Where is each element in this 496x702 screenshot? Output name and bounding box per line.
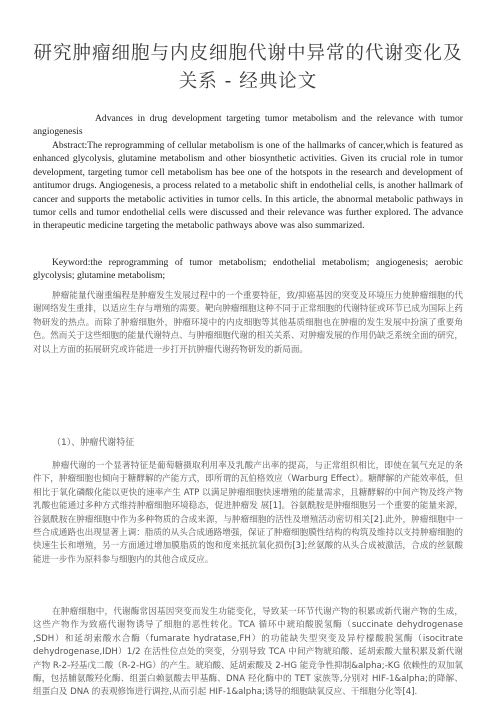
page-title: 研究肿瘤细胞与内皮细胞代谢中异常的代谢变化及关系 - 经典论文 [33,43,463,92]
intro-paragraph: 肿瘤能量代谢重编程是肿瘤发生发展过程中的一个重要特征，致/抑癌基因的突变及环境压力使肿瘤细胞的代谢网络发生重排，以适应生存与增殖的需要。靶向肿瘤细胞这种不同于正常细胞的代谢特征或环节已成为国际上药物研发的热点。而除了肿瘤细胞外，肿瘤环境中的内皮细胞等其他基质细胞也在肿瘤的发生发展中扮演了重要角色。然而关于这些细胞的能量代谢特点、与肿瘤细胞代谢的相关关系、对肿瘤发展的作用仍缺乏系统全面的研究，对以上方面的拓展研究或许能进一步打开抗肿瘤代谢药物研发的新局面。 [33,291,463,355]
keywords-paragraph: Keyword:the reprogramming of tumor metabolism; endothelial metabolism; angiogenesis; aerobic glycolysis; glutamine metabolism; [33,257,463,282]
english-title-line: Advances in drug development targeting tumor metabolism and the relevance with tumor angiogenesis [33,113,463,138]
body-paragraph-2: 在肿瘤细胞中，代谢酶常因基因突变而发生功能变化，导致某一环节代谢产物的积累或新代谢产物的生成，这些产物作为致癌代谢物诱导了细胞的恶性转化。TCA 循环中琥珀酸脱氢酶（succinate dehydrogenase ,SDH）和延胡索酸水合酶（fumarate hydratase,FH）的功能缺失型突变及异柠檬酸脱氢酶（isocitrate dehydrogenase,IDH）1/2 在活性位点处的突变，分别导致 TCA 中间产物琥珀酸、延胡索酸大量积累及新代谢产物 R-2-羟基戊二酸（R-2-HG）的产生。琥珀酸、延胡索酸及 2-HG 能竞争性抑制&alpha;-KG 依赖性的双加氧酶，包括脯氨酸羟化酶、组蛋白赖氨酸去甲基酶、DNA 羟化酶中的 TET 家族等,分别对 HIF-1&alpha;的降解、组蛋白及 DNA 的表观修饰进行调控,从而引起 HIF-1&alpha;诱导的细胞缺氧反应、干细胞分化等[4]. [33,607,463,698]
section-heading: （1）、肿瘤代谢特征 [52,438,135,448]
body-paragraph-1: 肿瘤代谢的一个显著特征是葡萄糖摄取利用率及乳酸产出率的提高，与正常组织相比，即使在氧气充足的条件下，肿瘤细胞也倾向于糖酵解的产能方式，即所谓的瓦伯格效应（Warburg Effect）。糖酵解的产能效率低，但相比于氧化磷酸化能以更快的速率产生 ATP 以满足肿瘤细胞快速增殖的能量需求，且糖酵解的中间产物及终产物乳酸也能通过多种方式维持肿瘤细胞环境稳态，促进肿瘤发 展[1]。谷氨酰胺是肿瘤细胞另一个重要的能量来源，谷氨酰胺在肿瘤细胞中作为多种物质的合成来源，与肿瘤细胞的活性及增殖活动密切相关[2].此外，肿瘤细胞中一些合成通路也出现显著上调：脂质的从头合成通路增强，保证了肿瘤细胞膜性结构的构筑及维持以支持肿瘤细胞的快速生长和增殖，另一方面通过增加膜脂质的饱和度来抵抗氧化损伤[3];丝氨酸的从头合成被激活，合成的丝氨酸能进一步作为原料参与细胞内的其他合成反应。 [33,461,463,565]
abstract-paragraph: Abstract:The reprogramming of cellular metabolism is one of the hallmarks of cancer,which is featured as enhanced glycolysis, glutamine metabolism and other biosynthetic activities. Given its crucial role in tumor development, targeting tumor cell metabolism has bee one of the hotspots in the research and development of antitumor drugs. Angiogenesis, a process related to a metabolic shift in endothelial cells, is another hallmark of cancer and supports the metabolic activities in tumor cells. In this article, the abnormal metabolic pathways in tumor cells and tumor endothelial cells were discussed and their relevance was further explored. The advance in therapeutic medicine targeting the metabolic pathways above was also summarized. [33,140,463,232]
